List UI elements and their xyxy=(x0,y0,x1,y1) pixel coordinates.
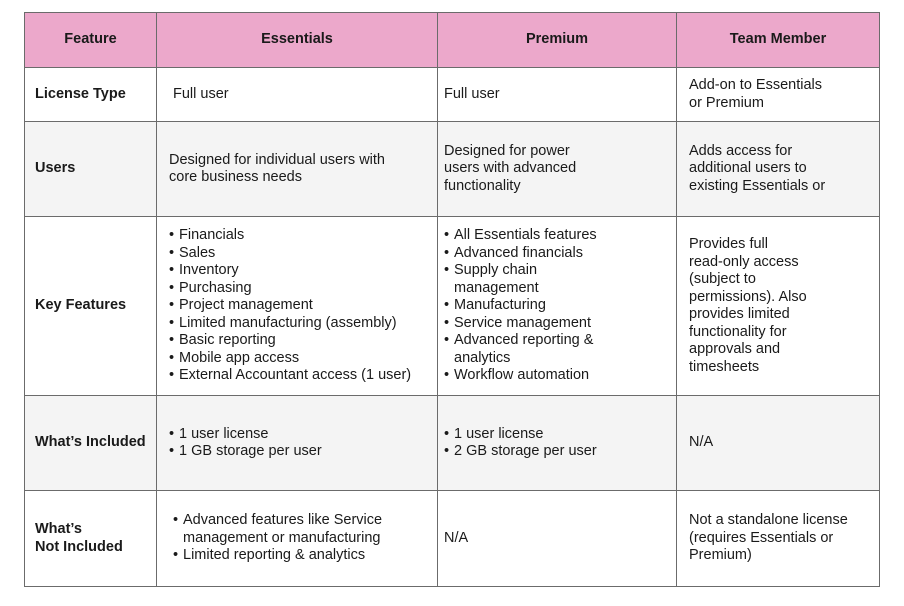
cell-line: Premium) xyxy=(689,547,752,564)
header-essentials: Essentials xyxy=(157,13,438,68)
feature-label: Users xyxy=(25,122,157,217)
header-premium: Premium xyxy=(438,13,677,68)
cell-line: (subject to xyxy=(689,271,756,287)
essentials-not-included-list xyxy=(173,512,388,565)
license-comparison-table xyxy=(24,12,880,587)
list-item: • Basic reporting xyxy=(169,332,429,350)
premium-cell xyxy=(438,217,677,396)
list-item: • Manufacturing xyxy=(444,297,604,315)
table-row xyxy=(25,217,880,396)
team-member-cell xyxy=(677,122,880,217)
list-item: • Workflow automation xyxy=(444,367,654,385)
list-item: • 2 GB storage per user xyxy=(444,443,668,461)
team-member-cell xyxy=(677,68,880,122)
cell-line: Not a standalone license xyxy=(689,512,848,529)
cell-line: provides limited xyxy=(689,306,790,322)
essentials-feature-list xyxy=(169,227,429,385)
list-item: • Supply chain management xyxy=(444,262,604,297)
essentials-cell xyxy=(157,217,438,396)
cell-line: Designed for individual users with xyxy=(169,151,385,168)
premium-cell: N/A xyxy=(438,491,677,587)
essentials-included-list xyxy=(169,426,429,461)
team-member-cell xyxy=(677,217,880,396)
cell-line: read-only access xyxy=(689,253,799,270)
cell-line: Provides full xyxy=(689,236,768,252)
premium-feature-list xyxy=(444,227,604,385)
list-item: • 1 GB storage per user xyxy=(169,443,429,461)
cell-line: Designed for power xyxy=(444,142,570,159)
premium-cell: Full user xyxy=(438,68,677,122)
cell-line: timesheets xyxy=(689,358,760,375)
list-item: • Advanced financials xyxy=(444,245,654,263)
list-item: • 1 user license xyxy=(444,426,668,444)
cell-line: permissions). Also xyxy=(689,288,807,305)
cell-line: Adds access for xyxy=(689,142,793,159)
table-row xyxy=(25,491,880,587)
list-item: • 1 user license xyxy=(169,426,429,444)
cell-line: approvals and xyxy=(689,341,781,357)
cell-line: (requires Essentials or xyxy=(689,529,834,546)
cell-line: additional users to xyxy=(689,160,807,177)
team-member-cell xyxy=(677,491,880,587)
feature-label: License Type xyxy=(25,68,157,122)
cell-line: functionality xyxy=(444,177,521,194)
list-item: • Sales xyxy=(169,245,429,263)
list-item: • Service management xyxy=(444,315,654,333)
table-row xyxy=(25,68,880,122)
list-item: • Limited manufacturing (assembly) xyxy=(169,315,429,333)
team-member-cell: N/A xyxy=(677,396,880,491)
list-item: • All Essentials features xyxy=(444,227,654,245)
essentials-cell xyxy=(157,396,438,491)
feature-label xyxy=(25,491,157,587)
premium-cell xyxy=(438,122,677,217)
list-item: • Purchasing xyxy=(169,280,429,298)
list-item: • Limited reporting & analytics xyxy=(173,547,423,565)
cell-line: or Premium xyxy=(689,94,764,111)
header-row xyxy=(25,13,880,68)
premium-cell xyxy=(438,396,677,491)
essentials-cell xyxy=(157,491,438,587)
list-item: • Mobile app access xyxy=(169,350,429,368)
cell-line: Add-on to Essentials xyxy=(689,77,822,93)
essentials-cell: Full user xyxy=(157,68,438,122)
premium-included-list xyxy=(444,426,668,461)
cell-line: existing Essentials or xyxy=(689,177,826,194)
cell-line: functionality for xyxy=(689,323,787,340)
feature-label: What’s Included xyxy=(25,396,157,491)
list-item: • External Accountant access (1 user) xyxy=(169,367,429,385)
table-row xyxy=(25,122,880,217)
table-row xyxy=(25,396,880,491)
list-item: • Inventory xyxy=(169,262,429,280)
cell-line: What’s xyxy=(35,521,82,537)
list-item: • Financials xyxy=(169,227,429,245)
cell-line: Not Included xyxy=(35,538,123,555)
cell-line: users with advanced xyxy=(444,160,577,177)
header-team-member: Team Member xyxy=(677,13,880,68)
feature-label: Key Features xyxy=(25,217,157,396)
list-item: • Advanced reporting & analytics xyxy=(444,332,604,367)
cell-line: core business needs xyxy=(169,169,302,185)
essentials-cell xyxy=(157,122,438,217)
list-item: • Project management xyxy=(169,297,429,315)
list-item: • Advanced features like Service management or manufacturing xyxy=(173,512,388,547)
header-feature: Feature xyxy=(25,13,157,68)
